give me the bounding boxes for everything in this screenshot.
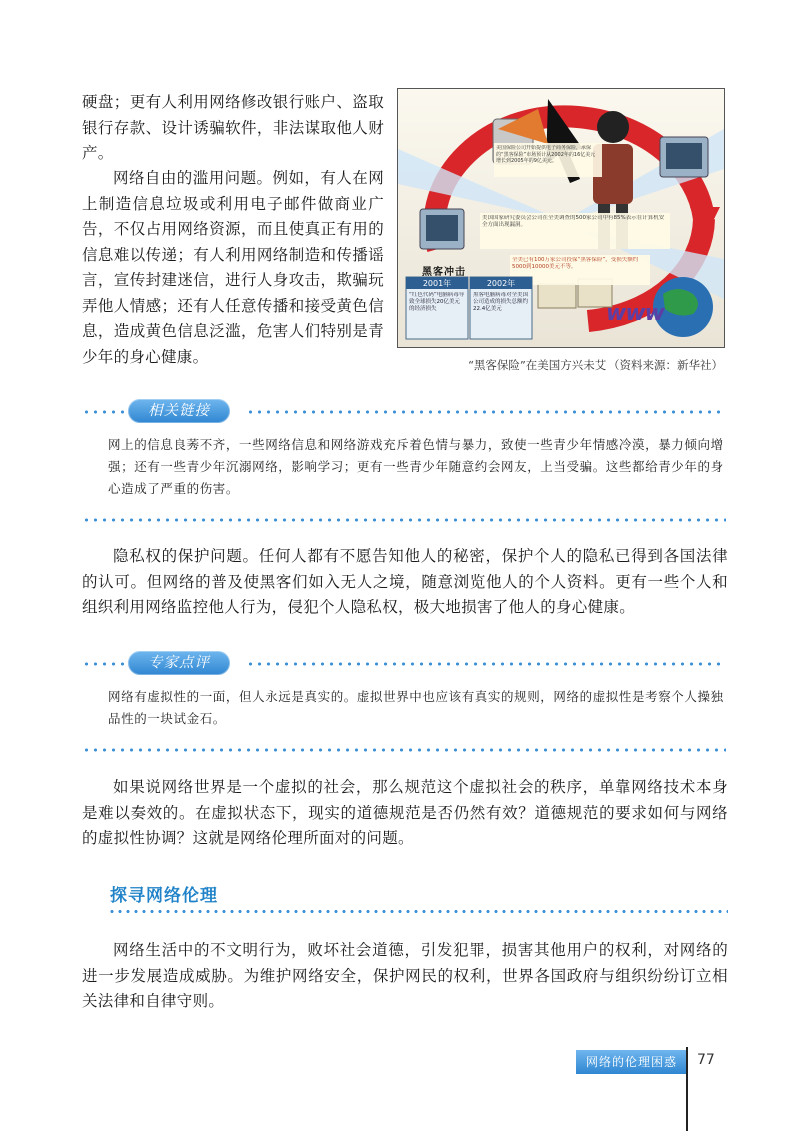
figure-badge-hacker-impact: 黑客冲击 bbox=[422, 267, 466, 278]
figure-note-insurance: 美国保险公司开始提供电子商务保险，承保的“黑客保险”市场预计从2002年的16亿美元增长到2005年的9亿美元。 bbox=[496, 145, 596, 164]
paragraph-property-crime: 硬盘；更有人利用网络修改银行账户、盗取银行存款、设计诱骗软件，非法谋取他人财产。 bbox=[82, 93, 384, 162]
hacker-insurance-illustration bbox=[397, 88, 725, 348]
expert-dots-right bbox=[246, 662, 726, 666]
page-number: 77 bbox=[697, 1052, 715, 1068]
related-dots-bottom bbox=[82, 518, 726, 522]
figure-year-2001-text: “红色代码”电脑病毒导致全球损失20亿美元的经济损失 bbox=[409, 292, 465, 312]
related-link-label: 相关链接 bbox=[128, 399, 230, 423]
related-dots-right bbox=[246, 410, 726, 414]
figure-year-2001: 2001年 bbox=[422, 279, 452, 288]
figure-note-policies: 全美已有100万家公司投保“黑客保险”，受损失额约5000到10000美元不等。 bbox=[512, 257, 639, 270]
section-title: 探寻网络伦理 bbox=[110, 886, 218, 906]
paragraph-virtual-society: 如果说网络世界是一个虚拟的社会，那么规范这个虚拟社会的秩序，单靠网络技术本身是难以奏效的。在虚拟状态下，现实的道德规范是否仍然有效？道德规范的要求如何与网络的虚拟性协调？这就是网络伦理所面对的问题。 bbox=[82, 778, 728, 847]
figure-year-2002-text: 黑客电脑病毒对全美国公司造成的损失总额约22.4亿美元 bbox=[473, 292, 529, 312]
expert-comment-label: 专家点评 bbox=[128, 651, 230, 675]
paragraph-uncivil-behavior: 网络生活中的不文明行为，败坏社会道德，引发犯罪，损害其他用户的权利，对网络的进一步发展造成威胁。为维护网络安全，保护网民的权利，世界各国政府与组织纷纷订立相关法律和自律守则。 bbox=[82, 941, 728, 1010]
footer-divider bbox=[686, 1047, 688, 1131]
footer-chapter-tab: 网络的伦理困惑 bbox=[576, 1050, 687, 1074]
expert-dots-bottom bbox=[82, 748, 726, 752]
paragraph-freedom-abuse: 网络自由的滥用问题。例如，有人在网上制造信息垃圾或利用电子邮件做商业广告，不仅占用网络资源，而且使真正有用的信息难以传递；有人利用网络制造和传播谣言，宣传封建迷信，进行人身攻击，欺骗玩弄他人情感；还有人任意传播和接受黄色信息，造成黄色信息泛滥，危害人们特别是青少年的身心健康。 bbox=[82, 169, 384, 366]
related-dots-left bbox=[82, 410, 128, 414]
figure-year-2002: 2002年 bbox=[486, 279, 516, 288]
section-rule bbox=[108, 910, 728, 913]
figure-source: （资料来源：新华社） bbox=[608, 358, 723, 372]
figure-note-survey: 美国国家研究委员会公司在全美调查的500家公司中有85%表示在计算机安全方面出现漏洞。 bbox=[482, 215, 665, 228]
paragraph-privacy: 隐私权的保护问题。任何人都有不愿告知他人的秘密，保护个人的隐私已得到各国法律的认可。但网络的普及使黑客们如入无人之境，随意浏览他人的个人资料。更有一些个人和组织利用网络监控他人行为，侵犯个人隐私权，极大地损害了他人的身心健康。 bbox=[82, 547, 728, 616]
figure-caption: “黑客保险”在美国方兴未艾 bbox=[468, 358, 607, 372]
figure-www-text: www bbox=[606, 301, 664, 326]
expert-comment-text: 网络有虚拟性的一面，但人永远是真实的。虚拟世界中也应该有真实的规则，网络的虚拟性是考察个人操独品性的一块试金石。 bbox=[108, 689, 724, 726]
related-link-text: 网上的信息良莠不齐，一些网络信息和网络游戏充斥着色情与暴力，致使一些青少年情感冷漠，暴力倾向增强；还有一些青少年沉溺网络，影响学习；更有一些青少年随意约会网友，上当受骗。这些都给青少年的身心造成了严重的伤害。 bbox=[108, 437, 724, 496]
expert-dots-left bbox=[82, 662, 128, 666]
